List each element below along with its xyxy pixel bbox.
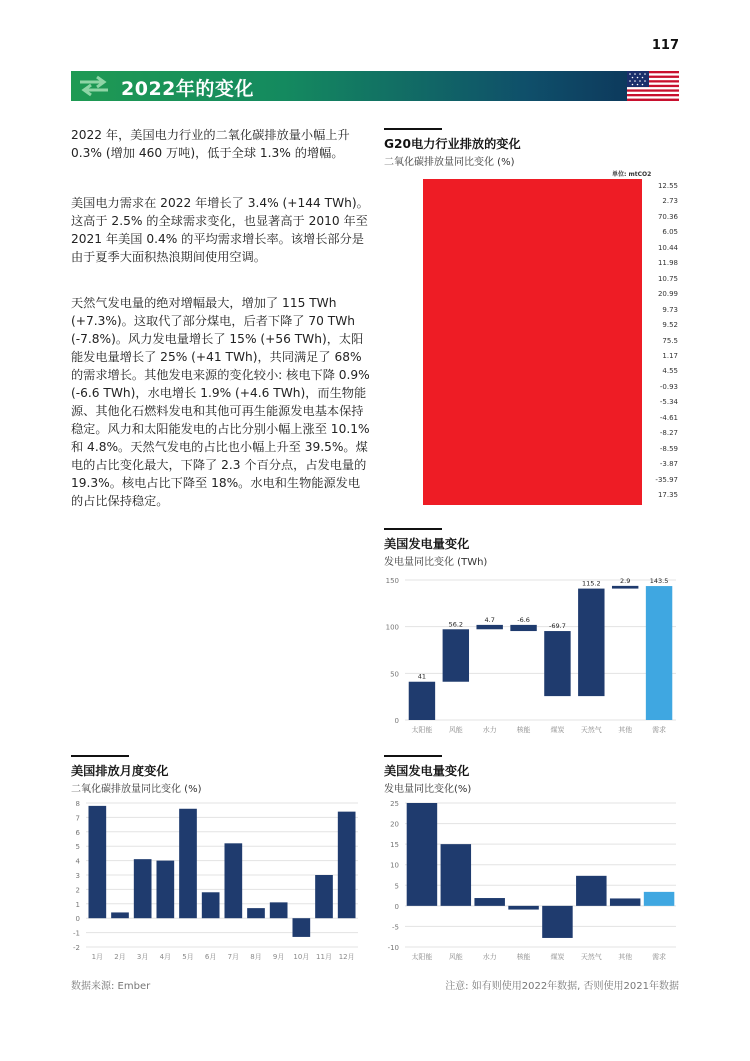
g20-value: 2.73 (662, 197, 678, 206)
g20-chart-subtitle: 二氧化碳排放量同比变化 (%) (384, 157, 515, 168)
us-gen-twh-chart (380, 570, 680, 742)
x-tick-label: 1月 (91, 953, 104, 961)
bar (179, 809, 197, 918)
bar (474, 898, 504, 906)
x-tick-label: 天然气 (580, 726, 602, 734)
bar (338, 812, 356, 919)
bar (247, 908, 265, 918)
paragraph-generation: 天然气发电量的绝对增幅最大，增加了 115 TWh (+7.3%)。这取代了部分煤电，后者下降了 70 TWh (-7.8%)。风力发电量增长了 15% (+56 TWh)，太阳能发电量增长了 25% (+41 TWh)，共同满足了 68% 的需求增长。其他发电来源的变化较小: 核电下降 0.9% (-6.6 TWh)，水电增长 1.9% (+4.6 TWh)，而生物能源、其他化石燃料发电和其他可再生能源发电基本保持稳定。风力和太阳能发电的占比分别小幅上涨至 10.1% 和 4.8%。天然气发电的占比也小幅上升至 39.5%。煤电的占比变化最大，下降了 2.3 个百分点，占发电量的 19.3%。核电占比下降至 18%。水电和生物能源发电的占比保持稳定。 (71, 296, 370, 508)
x-tick-label: 6月 (204, 953, 217, 961)
bar (441, 844, 471, 906)
g20-value: 9.73 (662, 305, 678, 314)
g20-value: 6.05 (662, 228, 678, 237)
x-tick-label: 其他 (618, 726, 633, 734)
waterfall-bar (612, 586, 638, 589)
g20-value: -35.97 (655, 475, 678, 484)
bar (270, 902, 288, 918)
x-tick-label: 8月 (250, 953, 262, 961)
waterfall-bar (409, 682, 435, 720)
x-tick-label: 10月 (293, 953, 310, 961)
data-label: -69.7 (549, 622, 566, 631)
page-number: 117 (651, 38, 679, 53)
x-tick-label: 风能 (448, 726, 463, 734)
bar (224, 843, 242, 918)
bar (134, 859, 152, 918)
waterfall-bar (646, 586, 672, 720)
x-tick-label: 12月 (338, 953, 355, 961)
paragraph-emissions: 2022 年，美国电力行业的二氧化碳排放量小幅上升 0.3% (增加 460 万吨)，低于全球 1.3% 的增幅。 (71, 128, 350, 160)
section-rule (384, 528, 442, 530)
y-tick-label: 7 (75, 814, 80, 823)
bar (610, 898, 640, 905)
section-rule (384, 128, 442, 130)
y-tick-label: 150 (385, 577, 399, 585)
waterfall-bar (476, 625, 502, 629)
y-tick-label: 2 (75, 886, 80, 895)
bar (644, 892, 674, 906)
bar (202, 892, 220, 918)
us-gen-twh-title: 美国发电量变化 (384, 537, 470, 551)
y-tick-label: 20 (390, 820, 399, 829)
us-gen-pct-title: 美国发电量变化 (384, 764, 470, 778)
y-tick-label: 0 (394, 717, 399, 725)
data-label: -6.6 (517, 615, 530, 624)
x-tick-label: 3月 (136, 953, 149, 961)
waterfall-bar (510, 625, 536, 631)
g20-map-area (423, 179, 642, 505)
section-rule (384, 755, 442, 757)
x-tick-label: 核能 (516, 953, 531, 961)
g20-value: 10.75 (657, 274, 678, 283)
x-tick-label: 5月 (182, 953, 194, 961)
y-tick-label: 5 (75, 843, 80, 852)
bar (407, 803, 437, 906)
x-tick-label: 9月 (272, 953, 285, 961)
y-tick-label: -5 (392, 923, 399, 932)
us-monthly-subtitle: 二氧化碳排放量同比变化 (%) (71, 784, 202, 795)
y-tick-label: 4 (75, 857, 80, 866)
y-tick-label: 50 (390, 670, 399, 679)
x-tick-label: 风能 (448, 953, 463, 961)
y-tick-label: 100 (385, 623, 399, 632)
x-tick-label: 太阳能 (411, 953, 433, 961)
y-tick-label: 8 (75, 800, 80, 808)
g20-value: -0.93 (659, 382, 678, 391)
data-note: 注意: 如有则使用2022年数据, 否则使用2021年数据 (445, 981, 679, 992)
exchange-arrows-icon (77, 75, 111, 97)
x-tick-label: 太阳能 (411, 726, 433, 734)
g20-value: 70.36 (657, 212, 678, 221)
y-tick-label: 5 (394, 882, 399, 891)
data-label: 143.5 (649, 577, 669, 586)
g20-value: 11.98 (657, 259, 678, 268)
us-gen-twh-subtitle: 发电量同比变化 (TWh) (384, 557, 488, 568)
x-tick-label: 水力 (482, 726, 497, 734)
y-tick-label: 25 (390, 800, 399, 808)
bar (292, 918, 310, 937)
data-label: 2.9 (620, 576, 631, 585)
bar (315, 875, 333, 918)
data-label: 4.7 (484, 615, 495, 624)
bar (111, 912, 129, 918)
data-label: 56.2 (448, 620, 464, 629)
g20-value: -8.27 (659, 429, 678, 438)
y-tick-label: -10 (387, 944, 399, 952)
g20-value: 12.55 (657, 182, 678, 190)
x-tick-label: 其他 (618, 953, 633, 961)
y-tick-label: -1 (73, 929, 80, 938)
bar (576, 876, 606, 906)
y-tick-label: 10 (390, 861, 399, 870)
y-tick-label: 1 (75, 900, 80, 909)
y-tick-label: -2 (73, 944, 80, 952)
section-rule (71, 755, 129, 757)
g20-value: -3.87 (659, 460, 678, 469)
x-tick-label: 煤炭 (550, 726, 565, 734)
g20-value: 4.55 (662, 367, 678, 376)
x-tick-label: 需求 (652, 726, 667, 734)
y-tick-label: 15 (390, 841, 399, 850)
g20-unit-label: 单位: mtCO2 (612, 171, 652, 178)
g20-value: -4.61 (659, 413, 678, 422)
y-tick-label: 6 (75, 828, 80, 837)
x-tick-label: 需求 (652, 953, 667, 961)
data-label: 115.2 (582, 579, 601, 588)
g20-value: -8.59 (659, 444, 678, 453)
g20-value: -5.34 (659, 398, 678, 407)
x-tick-label: 水力 (482, 953, 497, 961)
g20-value: 10.44 (657, 243, 678, 252)
x-tick-label: 天然气 (580, 953, 602, 961)
us-flag-icon (627, 71, 679, 101)
y-tick-label: 0 (75, 915, 80, 924)
paragraph-demand: 美国电力需求在 2022 年增长了 3.4% (+144 TWh)。这高于 2.5% 的全球需求变化，也显著高于 2010 年至 2021 年美国 0.4% 的平均需求增长率。该增长部分是由于夏季大面积热浪期间使用空调。 (71, 196, 369, 264)
waterfall-bar (443, 629, 469, 681)
bar (156, 861, 174, 919)
us-monthly-chart (66, 797, 362, 969)
banner-title: 2022年的变化 (121, 78, 254, 100)
data-label: 41 (417, 672, 427, 681)
y-tick-label: 0 (394, 902, 399, 911)
y-tick-label: 3 (75, 872, 80, 880)
waterfall-bar (578, 589, 604, 697)
x-tick-label: 核能 (516, 726, 531, 734)
waterfall-bar (544, 631, 570, 696)
data-source: 数据来源: Ember (71, 981, 151, 992)
g20-value: 1.17 (662, 351, 678, 360)
g20-value: 9.52 (662, 321, 678, 330)
us-gen-pct-chart (380, 797, 680, 969)
x-tick-label: 11月 (316, 953, 332, 961)
x-tick-label: 7月 (227, 953, 240, 961)
x-tick-label: 煤炭 (550, 953, 565, 961)
bar (88, 806, 106, 918)
bar (508, 906, 538, 910)
g20-value: 75.5 (662, 336, 678, 345)
bar (542, 906, 572, 938)
g20-value: 20.99 (657, 290, 678, 299)
x-tick-label: 2月 (114, 953, 126, 961)
g20-chart-title: G20电力行业排放的变化 (384, 137, 521, 151)
us-monthly-title: 美国排放月度变化 (71, 764, 169, 778)
us-gen-pct-subtitle: 发电量同比变化(%) (384, 784, 472, 795)
section-banner (71, 71, 679, 101)
x-tick-label: 4月 (159, 953, 172, 961)
g20-value: 17.35 (657, 491, 678, 499)
